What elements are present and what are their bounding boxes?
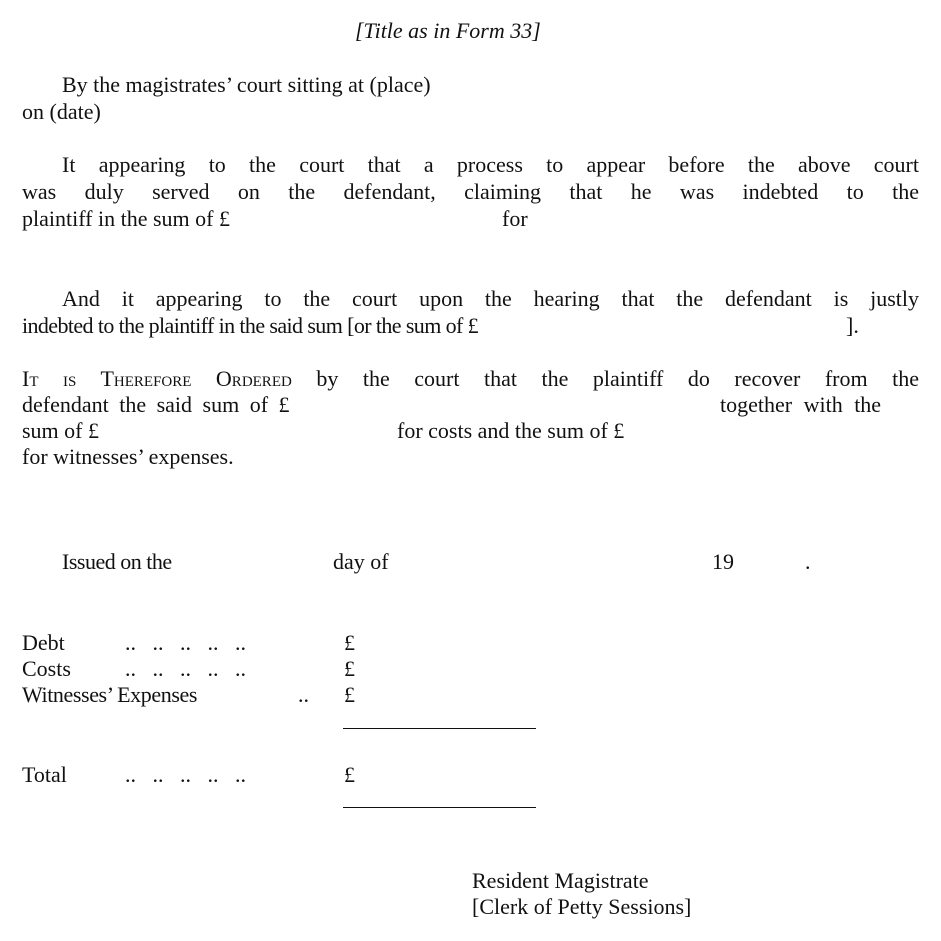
issued-end: . — [805, 549, 811, 574]
summary-total-dots: .. .. .. .. .. — [125, 762, 246, 787]
summary-debt-label: Debt — [22, 630, 65, 655]
para1-line-3b: for — [502, 206, 528, 231]
para1-line-2: was duly served on the defendant, claiming that he was indebted to the — [22, 179, 919, 204]
order-line-2a: defendant the said sum of £ — [22, 392, 290, 417]
order-line-4: for witnesses’ expenses. — [22, 444, 234, 469]
issued-day-of: day of — [333, 549, 389, 574]
form-title: [Title as in Form 33] — [355, 18, 541, 43]
summary-witnesses-dots: .. — [298, 682, 309, 707]
order-line-3b: for costs and the sum of £ — [397, 418, 625, 443]
order-line-1-rest: by the court that the plaintiff do recover from the — [316, 366, 919, 391]
subtotal-rule — [343, 728, 536, 729]
order-heading: It is Therefore Ordered — [22, 366, 292, 391]
summary-witnesses-label: Witnesses’ Expenses — [22, 682, 198, 707]
para1-line-1: It appearing to the court that a process to appear before the above court — [62, 152, 919, 177]
order-line-3a: sum of £ — [22, 418, 99, 443]
signature-line-1: Resident Magistrate — [472, 868, 649, 893]
summary-costs-currency: £ — [344, 656, 355, 681]
summary-costs-dots: .. .. .. .. .. — [125, 656, 246, 681]
summary-debt-currency: £ — [344, 630, 355, 655]
order-line-1 — [22, 366, 919, 392]
para2-line-2a: indebted to the plaintiff in the said sum [or the sum of £ — [22, 313, 479, 338]
intro-line-1: By the magistrates’ court sitting at (place) — [62, 72, 431, 97]
para2-line-1: And it appearing to the court upon the hearing that the defendant is justly — [62, 286, 919, 311]
signature-line-2: [Clerk of Petty Sessions] — [472, 894, 692, 919]
para1-line-3a: plaintiff in the sum of £ — [22, 206, 230, 231]
summary-total-label: Total — [22, 762, 67, 787]
summary-costs-label: Costs — [22, 656, 71, 681]
intro-line-2: on (date) — [22, 99, 101, 124]
para2-line-2b: ]. — [846, 313, 859, 338]
total-rule — [343, 807, 536, 808]
order-line-2b: together with the — [720, 392, 882, 417]
issued-year: 19 — [712, 549, 734, 574]
summary-debt-dots: .. .. .. .. .. — [125, 630, 246, 655]
summary-witnesses-currency: £ — [344, 682, 355, 707]
issued-label: Issued on the — [62, 549, 172, 574]
summary-total-currency: £ — [344, 762, 355, 787]
